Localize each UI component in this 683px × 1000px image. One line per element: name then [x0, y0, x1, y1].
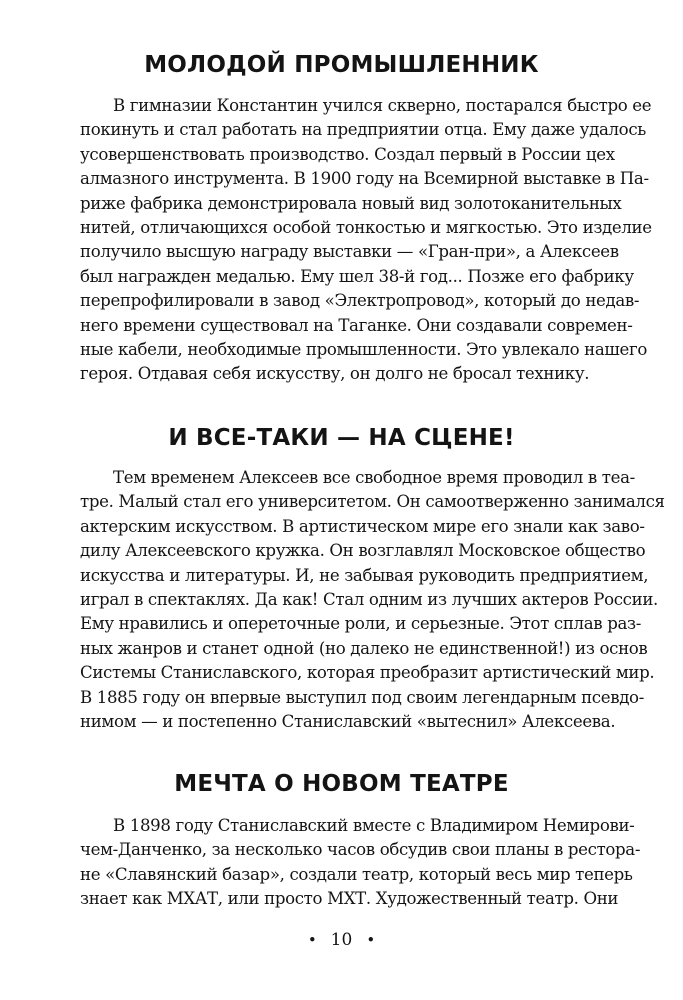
section-heading-on-stage: И ВСЕ-ТАКИ — НА СЦЕНЕ!	[168, 425, 515, 451]
text-line: алмазного инструмента. В 1900 году на Всемирной выставке в Па-	[80, 169, 649, 189]
text-line: получило высшую награду выставки — «Гран-при», а Алексеев	[80, 242, 619, 262]
page-footer	[0, 930, 683, 950]
text-line: ные кабели, необходимые промышленности. Это увлекало нашего	[80, 340, 647, 360]
text-line: Ему нравились и опереточные роли, и серьезные. Этот сплав раз-	[80, 614, 641, 634]
text-line: актерским искусством. В артистическом мире его знали как заво-	[80, 516, 645, 536]
bullet-right: •	[366, 931, 376, 949]
text-line: чем-Данченко, за несколько часов обсудив свои планы в рестора-	[80, 840, 641, 860]
text-line: дилу Алексеевского кружка. Он возглавлял Московское общество	[80, 541, 646, 561]
text-line: покинуть и стал работать на предприятии отца. Ему даже удалось	[80, 120, 646, 140]
text-line: усовершенствовать производство. Создал первый в России цех	[80, 144, 615, 164]
text-line: знает как МХАТ, или просто МХТ. Художественный театр. Они	[80, 889, 619, 909]
text-line: В гимназии Константин учился скверно, постарался быстро ее	[113, 96, 652, 115]
text-line: Тем временем Алексеев все свободное время проводил в теа-	[113, 468, 635, 487]
text-line: В 1885 году он впервые выступил под своим легендарным псевдо-	[80, 687, 644, 707]
text-line: героя. Отдавая себя искусству, он долго не бросал технику.	[80, 364, 590, 384]
text-line: В 1898 году Станиславский вместе с Владимиром Немирови-	[113, 816, 635, 835]
text-line: риже фабрика демонстрировала новый вид золотоканительных	[80, 193, 622, 213]
text-line: тре. Малый стал его университетом. Он самоотверженно занимался	[80, 492, 665, 512]
section-heading-young-industrialist: МОЛОДОЙ ПРОМЫШЛЕННИК	[144, 52, 539, 78]
text-line: играл в спектаклях. Да как! Стал одним из лучших актеров России.	[80, 590, 658, 610]
page-number: 10	[330, 930, 353, 950]
text-line: ных жанров и станет одной (но далеко не единственной!) из основ	[80, 638, 648, 658]
text-line: искусства и литературы. И, не забывая руководить предприятием,	[80, 565, 649, 585]
text-line: перепрофилировали в завод «Электропровод», который до недав-	[80, 291, 640, 311]
bullet-left: •	[307, 931, 317, 949]
text-line: не «Славянский базар», создали театр, который весь мир теперь	[80, 864, 633, 884]
text-line: него времени существовал на Таганке. Они создавали современ-	[80, 315, 633, 335]
text-line: был награжден медалью. Ему шел 38-й год... Позже его фабрику	[80, 266, 634, 286]
paragraph-young-industrialist	[80, 94, 652, 387]
text-line: нитей, отличающихся особой тонкостью и мягкостью. Это изделие	[80, 218, 652, 238]
text-line: нимом — и постепенно Станиславский «вытеснил» Алексеева.	[80, 712, 616, 732]
section-heading-new-theatre: МЕЧТА О НОВОМ ТЕАТРЕ	[174, 771, 509, 797]
paragraph-new-theatre	[80, 814, 641, 912]
paragraph-on-stage	[80, 466, 665, 734]
text-line: Системы Станиславского, которая преобразит артистический мир.	[80, 663, 655, 683]
